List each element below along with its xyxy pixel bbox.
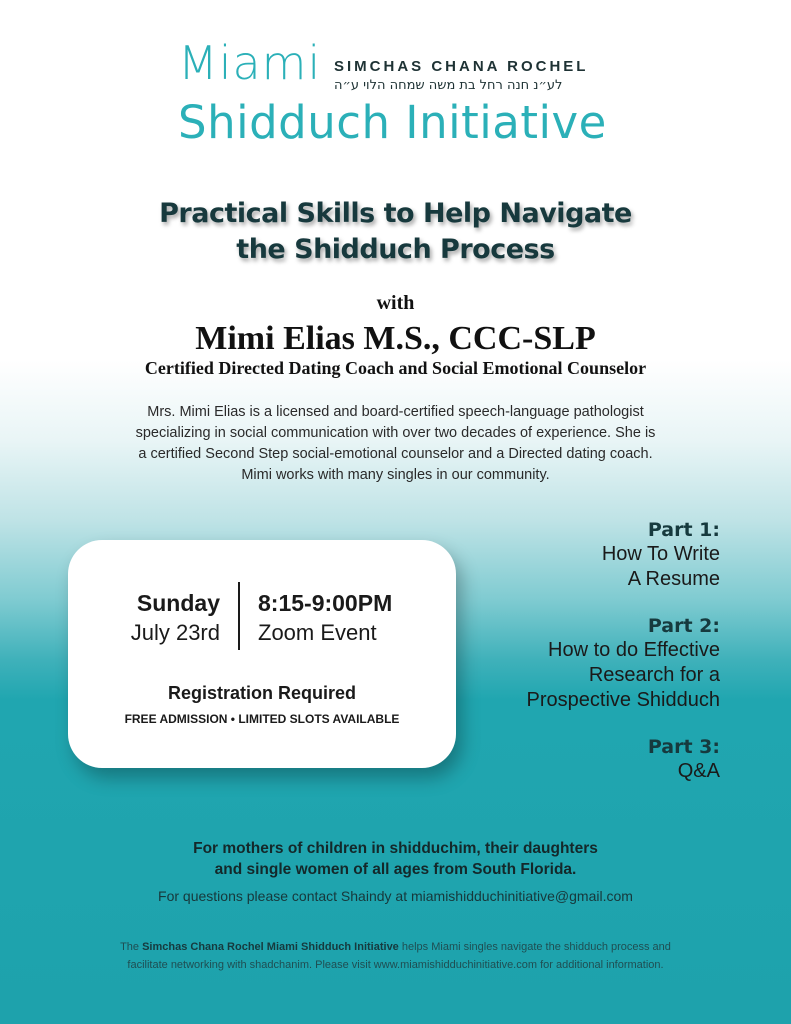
registration-notice: Registration Required <box>167 683 357 703</box>
bio-line: a certified Second Step social-emotional counselor and a Directed dating coach. <box>138 446 653 462</box>
presenter-name: Mimi Elias M.S., CCC-SLP <box>195 320 596 357</box>
audience-line: For mothers of children in shidduchim, their daughters <box>193 840 598 857</box>
event-time: 8:15-9:00PM <box>258 590 393 616</box>
part-1 <box>460 518 720 592</box>
logo-simchas-chana-rochel: SIMCHAS CHANA ROCHEL <box>334 58 589 75</box>
bio-line: Mrs. Mimi Elias is a licensed and board-certified speech-language pathologist <box>147 404 644 420</box>
part-desc: How To Write <box>601 543 720 565</box>
footer-info <box>50 938 741 974</box>
headline-line-2: the Shidduch Process <box>236 234 555 265</box>
audience-statement <box>0 838 791 880</box>
presenter-bio <box>80 402 711 486</box>
footer-pre: The <box>120 941 143 953</box>
presenter-credential: Certified Directed Dating Coach and Social Emotional Counselor <box>144 358 647 378</box>
headline <box>0 196 791 268</box>
event-divider <box>238 582 240 650</box>
program-parts <box>460 518 720 806</box>
footer-org: Simchas Chana Rochel Miami Shidduch Initiative <box>142 941 399 953</box>
part-desc: A Resume <box>627 568 720 590</box>
with-label: with <box>376 292 415 314</box>
footer-line-2: facilitate networking with shadchanim. Please visit www.miamishidduchinitiative.com for additional information. <box>127 959 664 971</box>
logo-miami: Miami <box>178 36 322 90</box>
footer-line-1 <box>50 938 741 956</box>
part-desc: Prospective Shidduch <box>526 689 720 711</box>
footer-post: helps Miami singles navigate the shidduch process and <box>398 941 671 953</box>
logo-shidduch-initiative: Shidduch Initiative <box>178 96 607 149</box>
part-3 <box>460 735 720 784</box>
part-desc: Research for a <box>588 664 720 686</box>
logo-hebrew-dedication: לע״נ חנה רחל בת משה שמחה הלוי ע״ה <box>334 78 563 93</box>
audience-line: and single women of all ages from South Florida. <box>214 861 577 878</box>
part-desc: Q&A <box>677 760 720 782</box>
event-location: Zoom Event <box>258 620 377 645</box>
part-title: Part 3: <box>647 736 720 758</box>
part-title: Part 2: <box>647 615 720 637</box>
headline-line-1: Practical Skills to Help Navigate <box>159 198 632 229</box>
bio-line: specializing in social communication with over two decades of experience. She is <box>135 425 656 441</box>
part-2 <box>460 614 720 713</box>
bio-line: Mimi works with many singles in our community. <box>241 467 550 483</box>
event-date: July 23rd <box>130 620 220 645</box>
part-desc: How to do Effective <box>548 639 720 661</box>
event-day: Sunday <box>136 590 220 616</box>
part-title: Part 1: <box>647 519 720 541</box>
admission-notice: FREE ADMISSION • LIMITED SLOTS AVAILABLE <box>124 712 400 726</box>
contact-info: For questions please contact Shaindy at miamishidduchinitiative@gmail.com <box>158 888 633 904</box>
event-card <box>68 540 456 768</box>
